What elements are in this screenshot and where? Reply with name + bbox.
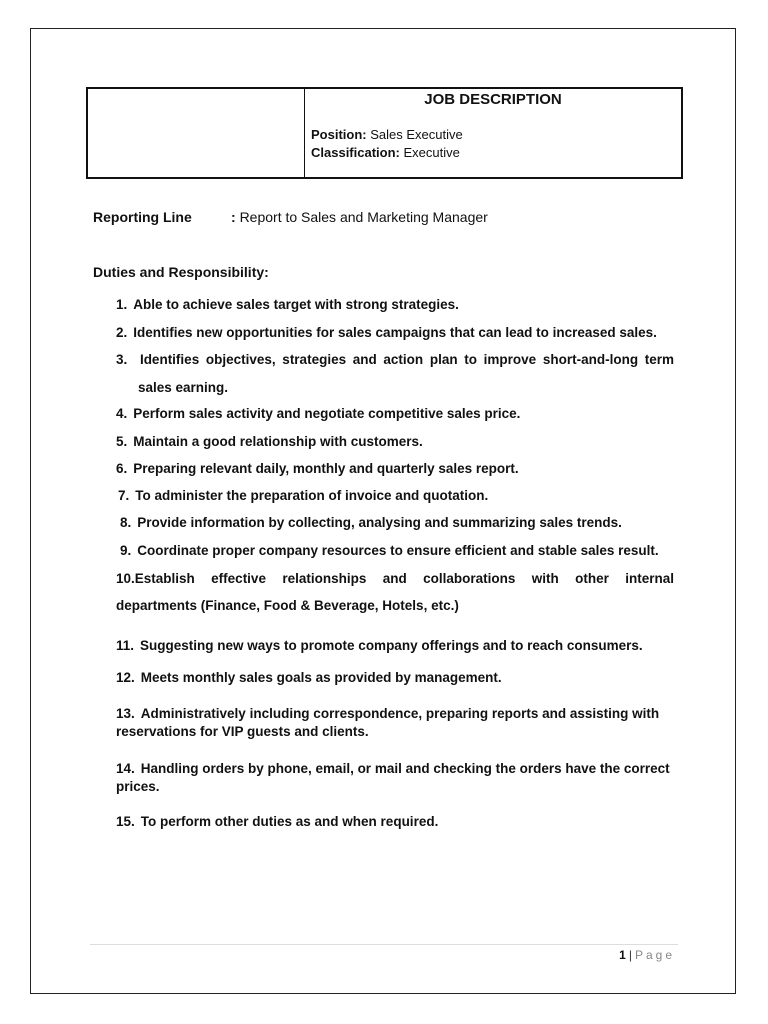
classification-value: Executive <box>403 145 460 160</box>
duty-number: 15. <box>116 814 135 829</box>
duty-item-1 <box>116 297 459 312</box>
duty-item-10 <box>116 571 674 586</box>
duty-number: 11. <box>116 638 135 653</box>
duty-text: Preparing relevant daily, monthly and quarterly sales report. <box>133 461 519 476</box>
duty-number: 9. <box>120 543 132 558</box>
duty-text: To administer the preparation of invoice and quotation. <box>135 488 489 503</box>
footer-separator: | <box>628 948 632 962</box>
duty-item-4 <box>116 406 520 421</box>
classification-label: Classification: <box>311 145 400 160</box>
duty-text: Coordinate proper company resources to ensure efficient and stable sales result. <box>137 543 659 558</box>
reporting-line-label: Reporting Line <box>93 209 192 225</box>
duty-text: Establish effective relationships and collaborations with other internal <box>134 571 674 586</box>
page-footer <box>619 948 675 962</box>
duty-text: Handling orders by phone, email, or mail and checking the orders have the correct prices. <box>116 761 670 794</box>
duty-number: 14. <box>116 761 135 776</box>
position-line <box>311 127 463 142</box>
duty-number: 10. <box>116 571 135 586</box>
classification-line <box>311 145 460 160</box>
duty-number: 2. <box>116 325 128 340</box>
duty-item-13 <box>116 705 676 741</box>
duty-text: Identifies objectives, strategies and action plan to improve short-and-long term <box>139 352 674 367</box>
duty-number: 13. <box>116 706 135 721</box>
duty-text: To perform other duties as and when required. <box>140 814 439 829</box>
duty-number: 1. <box>116 297 128 312</box>
duty-text: Perform sales activity and negotiate competitive sales price. <box>133 406 521 421</box>
position-label: Position: <box>311 127 367 142</box>
position-value: Sales Executive <box>370 127 463 142</box>
duty-number: 12. <box>116 670 135 685</box>
duties-heading: Duties and Responsibility: <box>93 264 269 280</box>
duty-number: 5. <box>116 434 128 449</box>
duty-item-2 <box>116 325 657 340</box>
duty-item-10-continued: departments (Finance, Food & Beverage, Hotels, etc.) <box>116 598 459 613</box>
duty-item-5 <box>116 434 423 449</box>
logo-cell <box>88 89 305 177</box>
page-word: Page <box>634 948 675 962</box>
duty-item-9 <box>120 543 659 558</box>
duty-number: 6. <box>116 461 128 476</box>
duty-item-3-continued: sales earning. <box>138 380 229 395</box>
duty-number: 8. <box>120 515 132 530</box>
duty-item-7 <box>118 488 488 503</box>
duty-text: Maintain a good relationship with customers. <box>133 434 423 449</box>
duty-item-11 <box>116 638 643 653</box>
duty-text: Administratively including correspondence, preparing reports and assisting with reservations for VIP guests and clients. <box>116 706 660 739</box>
duty-item-12 <box>116 670 502 685</box>
duty-text: Able to achieve sales target with strong strategies. <box>133 297 459 312</box>
reporting-line <box>93 209 488 225</box>
duty-number: 7. <box>118 488 130 503</box>
page-number: 1 <box>619 948 626 962</box>
duty-item-14 <box>116 760 676 796</box>
job-info-cell <box>305 89 681 177</box>
duty-item-8 <box>120 515 622 530</box>
duty-text: Identifies new opportunities for sales campaigns that can lead to increased sales. <box>133 325 657 340</box>
duty-text: Meets monthly sales goals as provided by management. <box>140 670 502 685</box>
reporting-line-colon: : <box>231 209 236 225</box>
duty-text: Suggesting new ways to promote company offerings and to reach consumers. <box>140 638 643 653</box>
footer-divider <box>90 944 678 945</box>
duty-item-15 <box>116 814 438 829</box>
duty-number: 3. <box>116 352 128 367</box>
duty-item-3 <box>116 352 674 367</box>
reporting-line-value: Report to Sales and Marketing Manager <box>239 209 488 225</box>
document-title: JOB DESCRIPTION <box>424 91 562 108</box>
job-header-table <box>86 87 683 179</box>
duty-item-6 <box>116 461 519 476</box>
duty-text: Provide information by collecting, analysing and summarizing sales trends. <box>137 515 622 530</box>
duty-number: 4. <box>116 406 128 421</box>
